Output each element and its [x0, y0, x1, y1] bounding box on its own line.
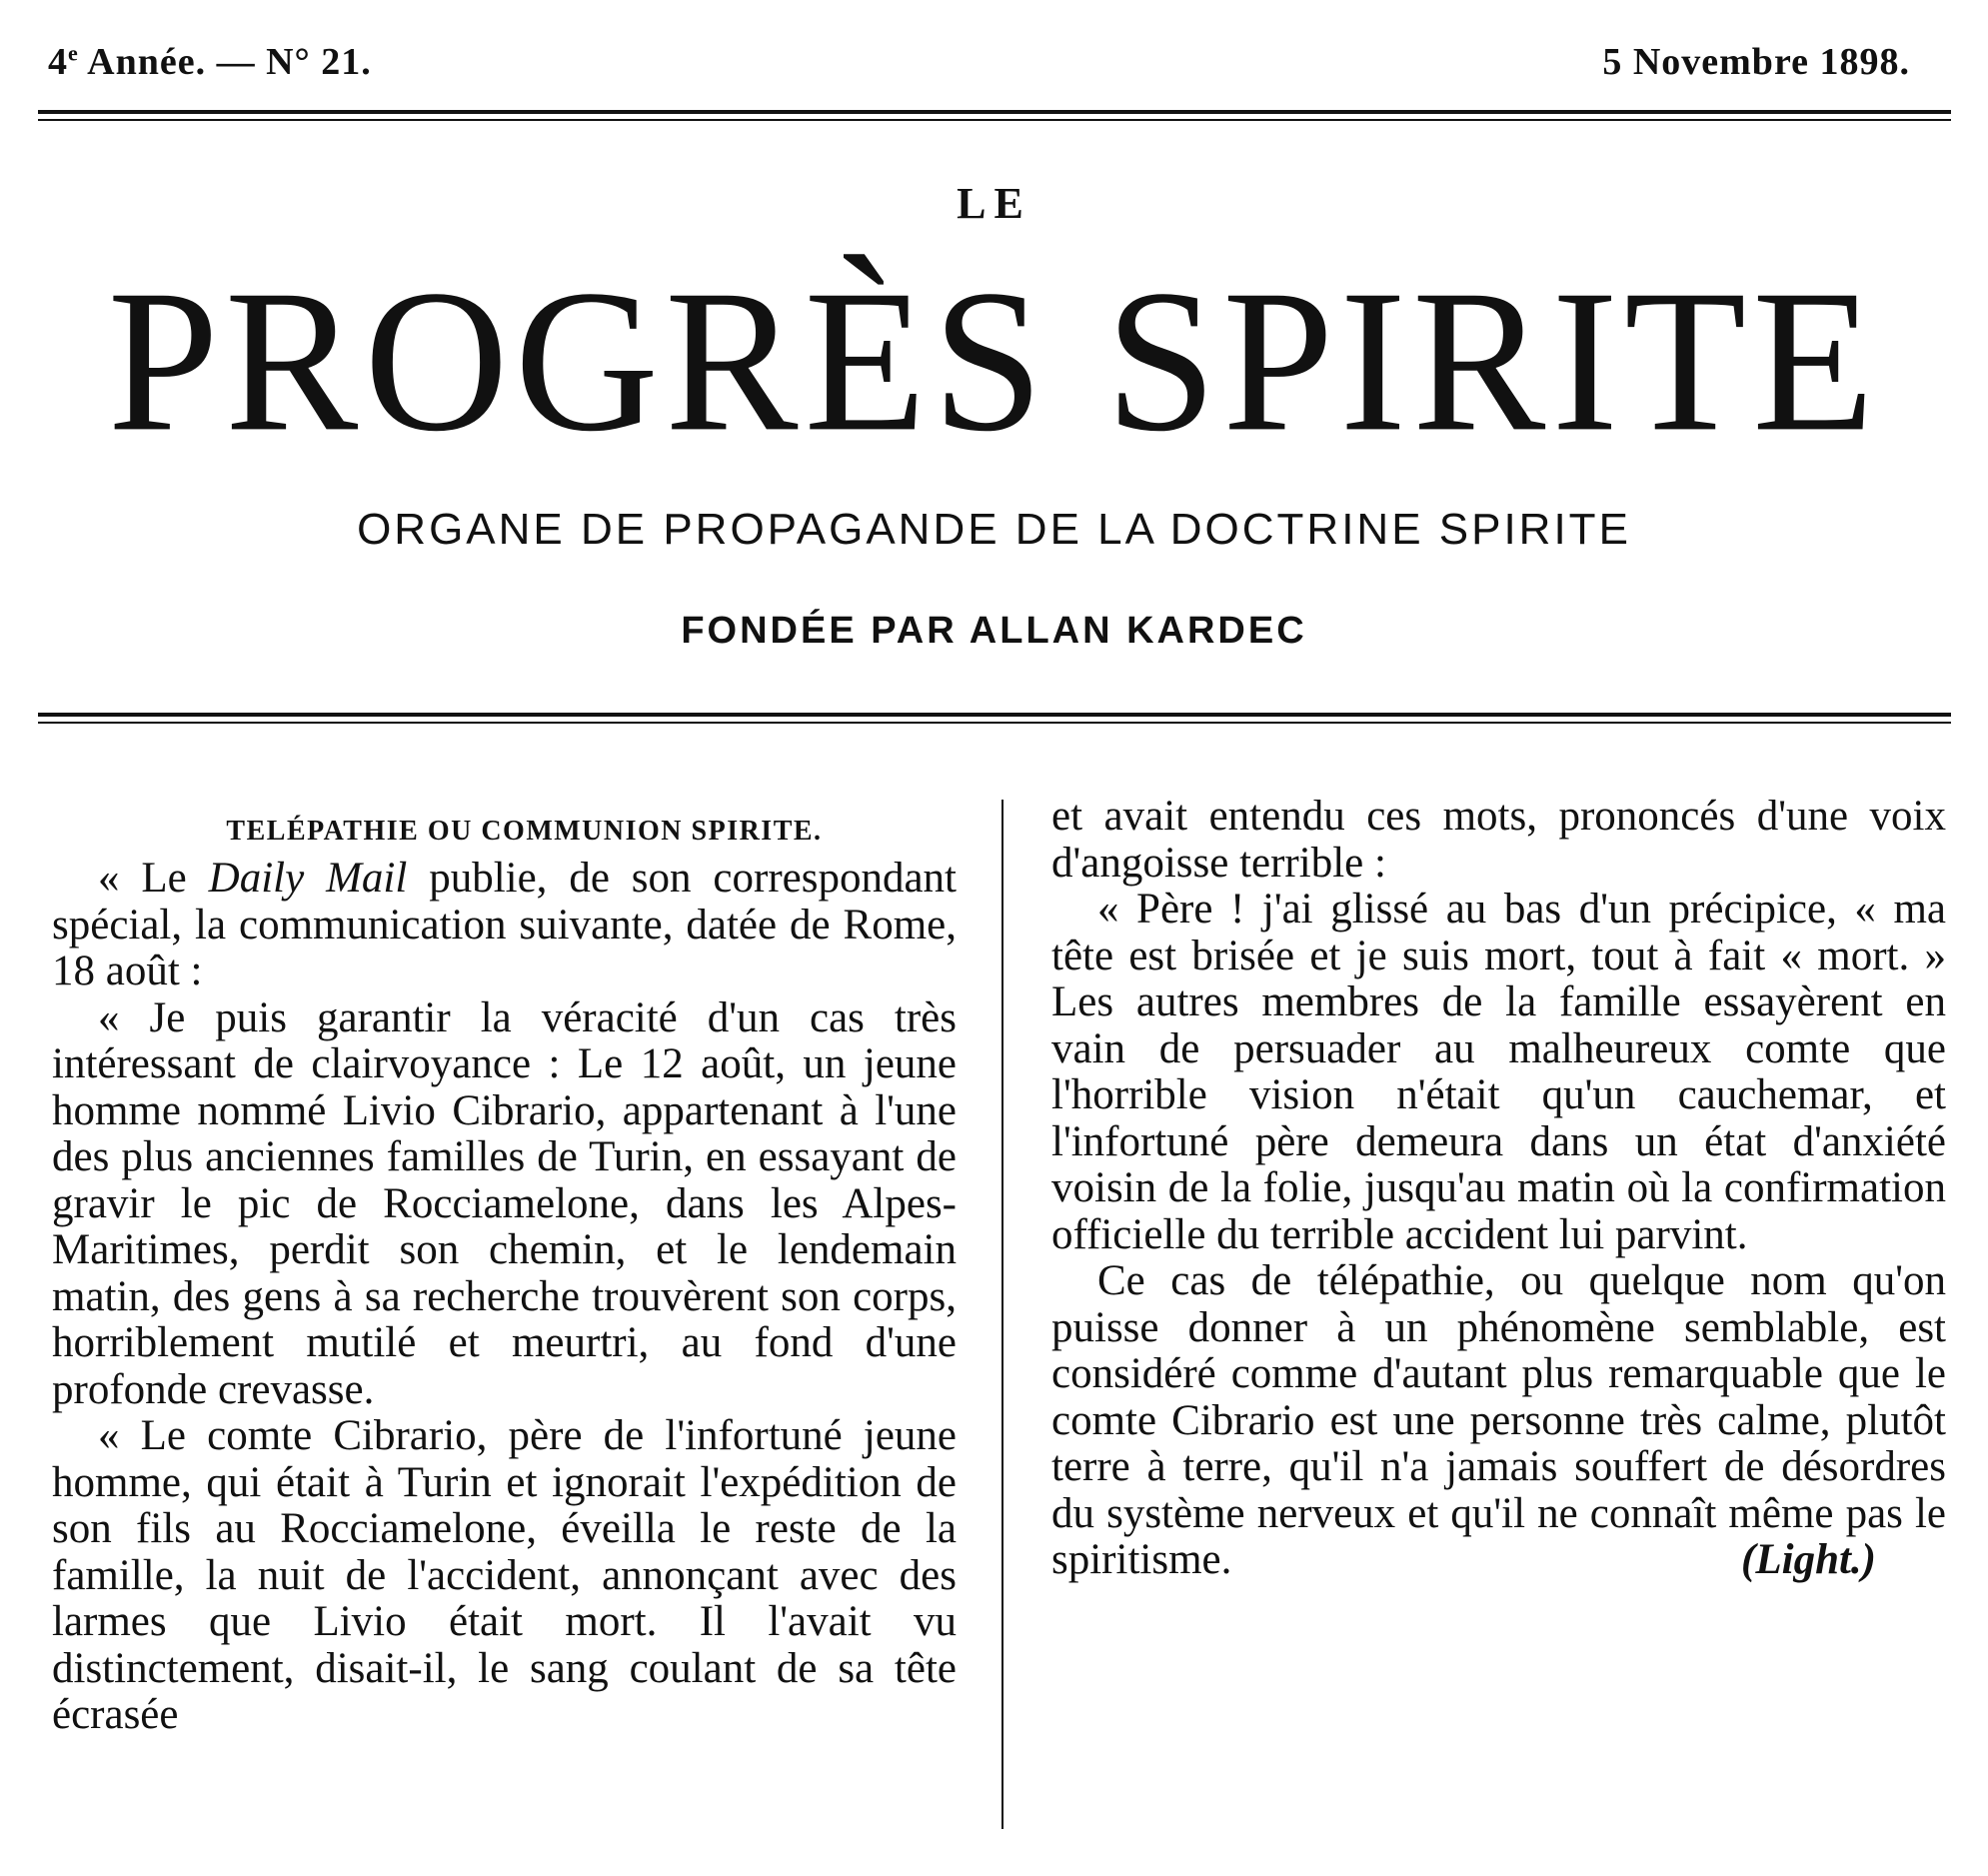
article-paragraph: « Le comte Cibrario, père de l'infortuné jeune homme, qui était à Turin et ignorait l'expédition de son fils au Rocciamelone, éveilla le reste de la famille, la nuit de l'accident, annonçant avec des larmes que Livio était mort. Il l'avait vu distinctement, disait-il, le sang coulant de sa tête écrasée	[52, 1412, 957, 1738]
masthead-subtitle: ORGANE DE PROPAGANDE DE LA DOCTRINE SPIRITE	[357, 505, 1631, 554]
column-divider	[1001, 800, 1003, 1829]
masthead-article: LE	[957, 179, 1031, 228]
article-heading: TELÉPATHIE OU COMMUNION SPIRITE.	[226, 816, 823, 847]
article-paragraph: Ce cas de télépathie, ou quelque nom qu'on puisse donner à un phénomène semblable, est considéré comme d'autant plus remarquable que le comte Cibrario est une personne très calme, plutôt terre à terre, qu'il n'a jamais souffert de désordres du système nerveux et qu'il ne connaît même pas le spiritisme. (Light.)	[1051, 1257, 1946, 1583]
issue-number: 4e Année. — N° 21.	[48, 40, 372, 83]
masthead-title: PROGRÈS SPIRITE	[107, 248, 1881, 475]
masthead-founder: FONDÉE PAR ALLAN KARDEC	[681, 610, 1307, 652]
masthead-rule	[38, 713, 1951, 724]
newspaper-name: Daily Mail	[208, 855, 408, 902]
column-right	[1051, 794, 1946, 1584]
article-paragraph: « Père ! j'ai glissé au bas d'un précipice, « ma tête est brisée et je suis mort, tout à fait « mort. » Les autres membres de la famille essayèrent en vain de persuader au malheureux comte que l'horrible vision n'était qu'un cauchemar, et l'infortuné père demeura dans un état d'anxiété voisin de la folie, jusqu'au matin où la confirmation officielle du terrible accident lui parvint.	[1051, 886, 1946, 1258]
article-paragraph: « Le Daily Mail publie, de son correspondant spécial, la communication suivante, datée de Rome, 18 août :	[52, 855, 958, 994]
column-left	[52, 790, 957, 1739]
header-rule	[38, 110, 1951, 121]
article-paragraph: et avait entendu ces mots, prononcés d'une voix d'angoisse terrible :	[1051, 793, 1946, 887]
article-source: (Light.)	[1741, 1536, 1876, 1583]
article-paragraph: « Je puis garantir la véracité d'un cas très intéressant de clairvoyance : Le 12 août, un jeune homme nommé Livio Cibrario, appartenant à l'une des plus anciennes familles de Turin, en essayant de gravir le pic de Rocciamelone, dans les Alpes-Maritimes, perdit son chemin, et le lendemain matin, des gens à sa recherche trouvèrent son corps, horriblement mutilé et meurtri, au fond d'une profonde crevasse.	[52, 993, 957, 1413]
issue-date: 5 Novembre 1898.	[1602, 41, 1910, 83]
